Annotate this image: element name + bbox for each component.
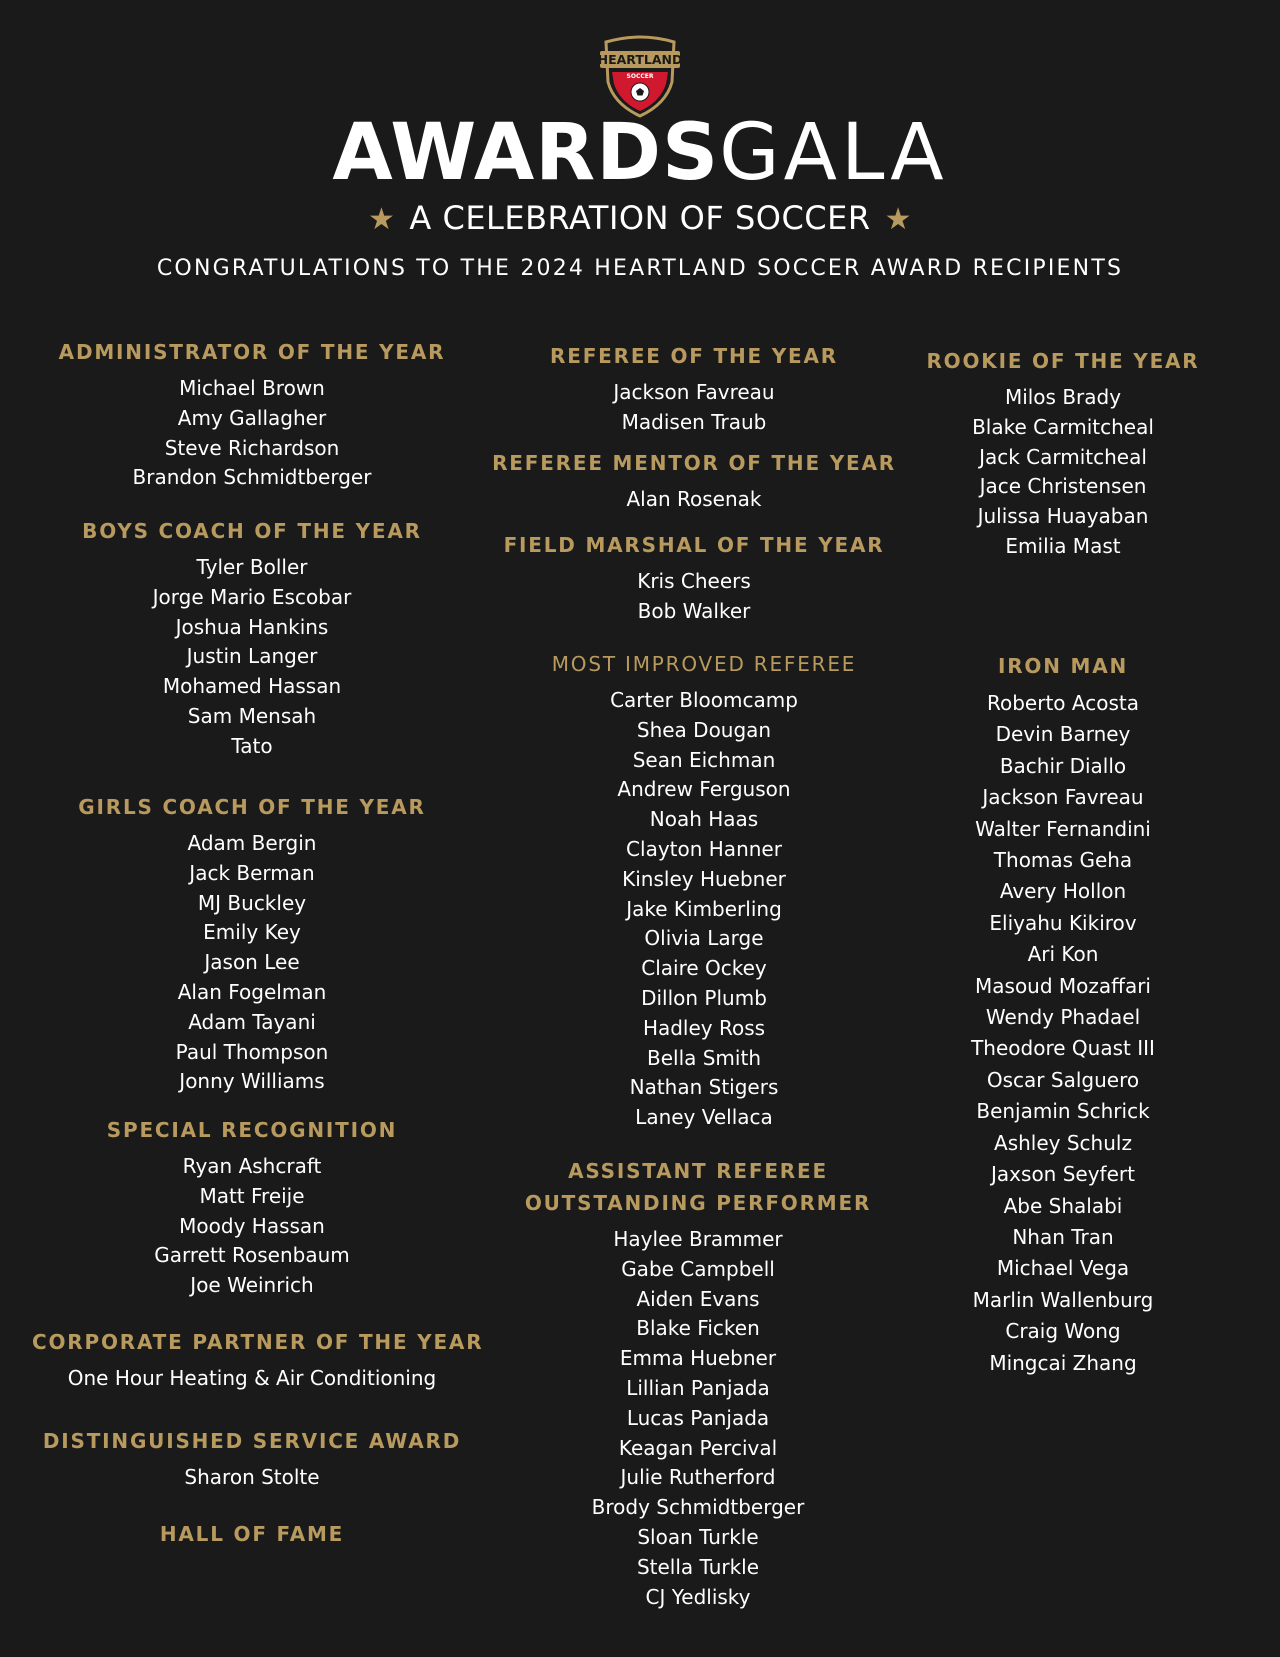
recipient-name: Keagan Percival <box>618 1435 778 1460</box>
award-section <box>32 336 472 493</box>
recipient-name: Laney Vellaca <box>635 1105 773 1130</box>
recipient-name: Sharon Stolte <box>184 1465 320 1489</box>
award-title: ROOKIE OF THE YEAR <box>926 349 1200 373</box>
recipient-list <box>843 383 1280 562</box>
recipient-name: MJ Buckley <box>197 890 307 915</box>
logo-subtext: SOCCER <box>626 73 654 80</box>
recipient-list <box>32 1152 472 1301</box>
recipient-name: Lucas Panjada <box>626 1405 770 1430</box>
recipient-name: Benjamin Schrick <box>976 1099 1150 1124</box>
recipient-name: Gabe Campbell <box>621 1256 775 1281</box>
recipient-name: Mohamed Hassan <box>162 674 342 699</box>
recipient-name: Kinsley Huebner <box>622 866 786 891</box>
award-title-line2: OUTSTANDING PERFORMER <box>524 1191 872 1215</box>
recipient-name: Joe Weinrich <box>190 1273 314 1298</box>
award-section <box>843 345 1280 562</box>
recipient-name: Aiden Evans <box>636 1286 760 1311</box>
recipient-name: Sloan Turkle <box>637 1524 759 1549</box>
recipient-name: CJ Yedlisky <box>645 1584 751 1609</box>
award-section <box>32 515 472 762</box>
award-title: REFEREE OF THE YEAR <box>550 344 838 368</box>
recipient-name: Nhan Tran <box>1012 1224 1114 1249</box>
recipient-name: Jonny Williams <box>179 1069 325 1094</box>
award-title-line1: ASSISTANT REFEREE <box>568 1159 828 1183</box>
recipient-name: Julie Rutherford <box>620 1465 776 1490</box>
recipient-name: Dillon Plumb <box>641 985 767 1010</box>
recipient-name: Madisen Traub <box>621 409 767 434</box>
recipient-name: Kris Cheers <box>637 569 751 593</box>
recipient-name: Shea Dougan <box>636 717 772 742</box>
recipient-name: Bachir Diallo <box>999 753 1127 778</box>
recipient-name: Jace Christensen <box>979 474 1147 499</box>
title-awards: AWARDS <box>332 108 720 198</box>
recipient-name: Blake Ficken <box>636 1316 760 1341</box>
recipient-name: Oscar Salguero <box>986 1067 1140 1092</box>
recipient-name: Masoud Mozaffari <box>975 973 1151 998</box>
recipient-name: Jack Berman <box>189 860 315 885</box>
recipient-name: Milos Brady <box>1004 385 1122 409</box>
award-section <box>32 791 472 1097</box>
star-icon: ★ <box>368 202 396 237</box>
tagline-text: A CELEBRATION OF SOCCER <box>409 199 871 237</box>
award-title: BOYS COACH OF THE YEAR <box>82 519 422 543</box>
recipient-name: Jackson Favreau <box>613 380 775 404</box>
award-title: DISTINGUISHED SERVICE AWARD <box>42 1429 462 1453</box>
recipient-name: Andrew Ferguson <box>617 777 791 802</box>
recipient-name: Amy Gallagher <box>177 405 327 430</box>
recipient-name: Bob Walker <box>637 598 751 623</box>
award-title: MOST IMPROVED REFEREE <box>551 652 857 676</box>
recipient-name: Wendy Phadael <box>985 1005 1141 1030</box>
recipient-name: Nathan Stigers <box>629 1075 779 1100</box>
recipient-name: Noah Haas <box>649 807 759 832</box>
recipient-name: Roberto Acosta <box>987 691 1139 715</box>
recipient-name: Sam Mensah <box>187 703 317 728</box>
award-title: IRON MAN <box>997 654 1129 678</box>
recipient-name: Justin Langer <box>186 644 318 669</box>
recipient-name: Blake Carmitcheal <box>972 414 1154 439</box>
recipient-list <box>474 567 914 627</box>
recipient-name: Claire Ockey <box>641 956 767 981</box>
recipient-name: Jake Kimberling <box>626 896 782 921</box>
award-title: FIELD MARSHAL OF THE YEAR <box>503 533 885 557</box>
recipient-name: Brody Schmidtberger <box>591 1495 805 1520</box>
award-section <box>32 1114 472 1301</box>
recipient-name: Julissa Huayaban <box>977 504 1149 529</box>
recipient-name: Ari Kon <box>1027 942 1099 967</box>
recipient-name: Jason Lee <box>204 950 300 975</box>
recipient-name: Abe Shalabi <box>1003 1193 1123 1218</box>
star-icon: ★ <box>884 202 912 237</box>
award-title: REFEREE MENTOR OF THE YEAR <box>492 451 896 475</box>
award-section <box>32 1326 484 1394</box>
recipient-name: Ashley Schulz <box>994 1130 1132 1155</box>
award-title: CORPORATE PARTNER OF THE YEAR <box>32 1330 484 1354</box>
recipient-name: Emily Key <box>203 920 301 945</box>
award-section <box>32 1518 472 1550</box>
recipient-name: Craig Wong <box>1005 1319 1121 1344</box>
recipient-name: Bella Smith <box>646 1045 761 1070</box>
recipient-name: Alan Rosenak <box>626 487 762 511</box>
recipient-name: Adam Bergin <box>187 831 317 855</box>
recipient-name: Marlin Wallenburg <box>972 1287 1154 1312</box>
award-title: SPECIAL RECOGNITION <box>106 1118 398 1142</box>
recipient-name: Olivia Large <box>644 926 764 951</box>
heartland-soccer-logo <box>596 34 684 118</box>
recipient-name: Moody Hassan <box>179 1213 325 1238</box>
recipient-name: Ryan Ashcraft <box>182 1154 322 1178</box>
recipient-name: Thomas Geha <box>993 848 1133 873</box>
logo-text: HEARTLAND <box>597 52 683 67</box>
recipient-name: Jaxson Seyfert <box>991 1162 1135 1187</box>
recipient-name: Paul Thompson <box>175 1039 329 1064</box>
award-title: GIRLS COACH OF THE YEAR <box>78 795 426 819</box>
recipient-name: Eliyahu Kikirov <box>989 910 1137 935</box>
recipient-name: Mingcai Zhang <box>989 1350 1137 1375</box>
recipient-list <box>32 553 472 762</box>
recipient-name: Emilia Mast <box>1005 533 1121 558</box>
recipient-name: Adam Tayani <box>188 1009 316 1034</box>
recipient-name: Stella Turkle <box>636 1554 760 1579</box>
recipient-name: Walter Fernandini <box>975 816 1151 841</box>
recipient-name: Lillian Panjada <box>626 1375 770 1400</box>
recipient-name: Devin Barney <box>995 722 1131 747</box>
recipient-list <box>32 1364 472 1394</box>
title-gala: GALA <box>719 108 948 198</box>
recipient-name: Haylee Brammer <box>613 1227 783 1251</box>
recipient-name: Carter Bloomcamp <box>610 688 798 712</box>
recipient-name: Hadley Ross <box>642 1015 766 1040</box>
recipient-name: Tyler Boller <box>196 555 308 579</box>
congratulations-banner: CONGRATULATIONS TO THE 2024 HEARTLAND SOCCER AWARD RECIPIENTS <box>156 256 1124 281</box>
recipient-name: Tato <box>231 733 273 758</box>
tagline <box>0 198 1280 240</box>
award-section <box>32 1425 472 1493</box>
recipient-name: Steve Richardson <box>164 435 340 460</box>
recipient-name: Michael Brown <box>179 376 325 400</box>
recipient-list <box>32 374 472 493</box>
recipient-name: Jackson Favreau <box>982 785 1144 810</box>
recipient-name: Jorge Mario Escobar <box>152 584 352 609</box>
recipient-name: Matt Freije <box>199 1183 305 1208</box>
recipient-name: Sean Eichman <box>632 747 776 772</box>
recipient-name: Alan Fogelman <box>177 979 327 1004</box>
award-section <box>843 650 1280 1379</box>
recipient-list <box>32 1463 472 1493</box>
recipient-name: One Hour Heating & Air Conditioning <box>67 1366 437 1390</box>
recipient-name: Clayton Hanner <box>626 836 782 861</box>
recipient-name: Emma Huebner <box>619 1346 777 1371</box>
recipient-name: Garrett Rosenbaum <box>154 1243 350 1268</box>
award-title: HALL OF FAME <box>159 1522 345 1546</box>
awards-gala-title <box>0 108 1280 198</box>
recipient-name: Brandon Schmidtberger <box>132 465 372 490</box>
recipient-name: Michael Vega <box>996 1256 1130 1281</box>
recipient-list <box>32 829 472 1097</box>
recipient-list <box>843 688 1280 1379</box>
award-title: ADMINISTRATOR OF THE YEAR <box>58 340 446 364</box>
recipient-name: Avery Hollon <box>999 879 1127 904</box>
recipient-name: Jack Carmitcheal <box>979 444 1147 469</box>
recipient-name: Theodore Quast III <box>971 1036 1155 1061</box>
recipient-name: Joshua Hankins <box>175 614 329 639</box>
